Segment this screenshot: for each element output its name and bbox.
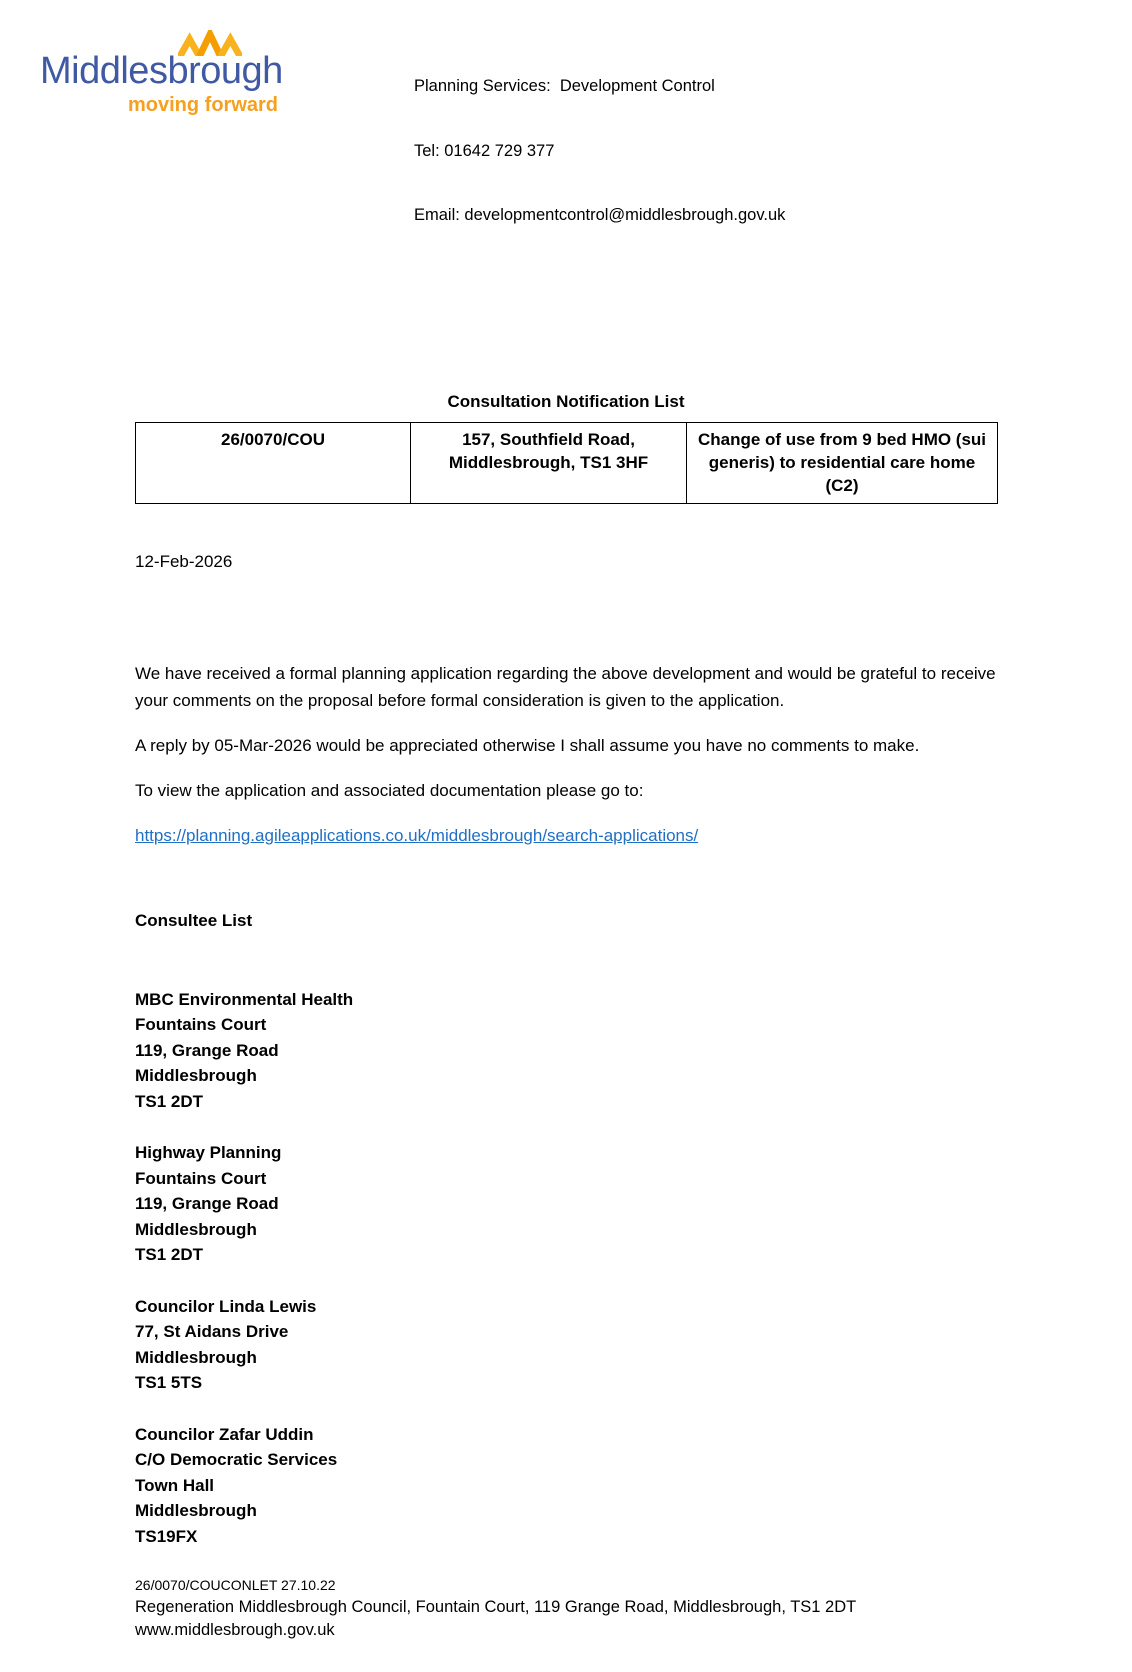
footer xyxy=(135,1575,997,1642)
consultee-line: Councilor Zafar Uddin xyxy=(135,1424,314,1444)
consultee-line: MBC Environmental Health xyxy=(135,989,354,1009)
consultee-line: TS19FX xyxy=(135,1526,198,1546)
application-link[interactable]: https://planning.agileapplications.co.uk/middlesbrough/search-applications/ xyxy=(135,825,699,845)
application-proposal-cell: Change of use from 9 bed HMO (sui generis) to residential care home (C2) xyxy=(687,422,998,503)
contact-line-phone: Tel: 01642 729 377 xyxy=(414,141,555,160)
letter-date: 12-Feb-2026 xyxy=(135,551,233,571)
application-reference-cell: 26/0070/COU xyxy=(136,422,411,503)
consultee-line: 119, Grange Road xyxy=(135,1194,279,1213)
middlesbrough-logo xyxy=(40,28,330,120)
consultee-line: 119, Grange Road xyxy=(135,1040,279,1060)
paragraph-reply-by: A reply by 05-Mar-2026 would be appreciated otherwise I shall assume you have no comments to make. xyxy=(135,735,920,755)
consultee-list-heading: Consultee List xyxy=(135,910,253,930)
paragraph-intro: We have received a formal planning application regarding the above development and would be grateful to receive your comments on the proposal before formal consideration is given to the application. xyxy=(135,663,996,710)
consultee-entry xyxy=(135,1140,997,1268)
contact-block xyxy=(414,28,785,270)
logo-wordmark: Middlesbrough xyxy=(40,50,283,92)
consultee-line: Middlesbrough xyxy=(135,1501,257,1520)
contact-line-email: Email: developmentcontrol@middlesbrough.gov.uk xyxy=(414,206,786,224)
consultee-line: Highway Planning xyxy=(135,1143,282,1162)
page-title: Consultation Notification List xyxy=(447,391,685,411)
consultee-line: Middlesbrough xyxy=(135,1347,257,1367)
letter-body xyxy=(135,660,997,849)
footer-website: www.middlesbrough.gov.uk xyxy=(135,1621,335,1639)
logo-tagline: moving forward xyxy=(128,94,279,116)
consultee-line: TS1 2DT xyxy=(135,1245,204,1264)
application-address-cell: 157, Southfield Road, Middlesbrough, TS1 3HF xyxy=(411,422,687,503)
consultee-line: Councilor Linda Lewis xyxy=(135,1296,317,1316)
paragraph-view-application: To view the application and associated documentation please go to: xyxy=(135,780,644,800)
table-row xyxy=(136,422,998,503)
consultee-line: Fountains Court xyxy=(135,1015,267,1034)
consultee-line: C/O Democratic Services xyxy=(135,1450,338,1469)
consultee-line: Town Hall xyxy=(135,1475,215,1495)
consultee-entry xyxy=(135,1422,997,1550)
application-table xyxy=(135,422,998,504)
consultee-line: Fountains Court xyxy=(135,1168,267,1188)
contact-line-department: Planning Services: Development Control xyxy=(414,77,715,95)
footer-address: Regeneration Middlesbrough Council, Fountain Court, 119 Grange Road, Middlesbrough, TS1 2DT xyxy=(135,1598,857,1616)
consultee-entry xyxy=(135,987,997,1115)
header xyxy=(40,28,997,270)
consultee-entry xyxy=(135,1294,997,1396)
consultee-line: TS1 2DT xyxy=(135,1091,204,1111)
consultee-line: TS1 5TS xyxy=(135,1373,203,1392)
footer-reference: 26/0070/COUCONLET 27.10.22 xyxy=(135,1577,336,1593)
consultee-line: Middlesbrough xyxy=(135,1219,257,1239)
consultee-line: Middlesbrough xyxy=(135,1066,257,1085)
consultee-line: 77, St Aidans Drive xyxy=(135,1322,289,1341)
link-line xyxy=(135,822,997,849)
